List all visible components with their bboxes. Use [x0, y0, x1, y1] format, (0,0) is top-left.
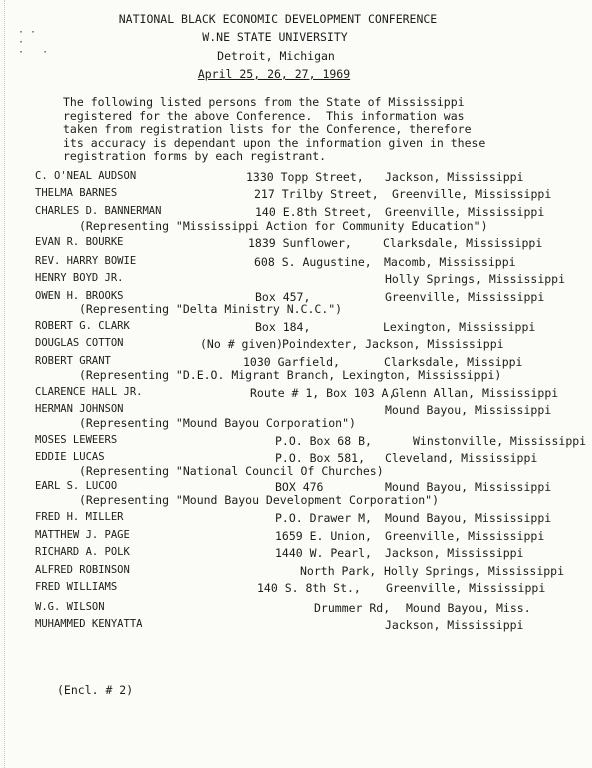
registrant-row	[0, 601, 592, 615]
registrant-row	[0, 320, 592, 334]
registrant-name: HENRY BOYD JR.	[35, 272, 124, 284]
registrant-city: Jackson, Mississippi	[385, 546, 524, 560]
registrant-city: Greenville, Mississippi	[385, 205, 545, 219]
registrant-address: 1330 Topp Street,	[246, 170, 364, 184]
registrant-name: MUHAMMED KENYATTA	[35, 618, 143, 630]
registrant-address: BOX 476	[275, 480, 324, 494]
registrant-city: Mound Bayou, Mississippi	[385, 480, 552, 494]
registrant-row	[0, 386, 592, 400]
registrant-city: Jackson, Mississippi	[385, 618, 524, 632]
registrant-representing: (Representing "Delta Ministry N.C.C.")	[79, 302, 343, 316]
registrant-address: 140 S. 8th St.,	[257, 581, 361, 595]
registrant-address: 608 S. Augustine,	[254, 255, 372, 269]
registrant-name: FRED H. MILLER	[35, 511, 124, 523]
registrant-row	[0, 170, 592, 184]
registrant-name: REV. HARRY BOWIE	[35, 255, 137, 267]
registrant-name: THELMA BARNES	[35, 187, 118, 199]
registrant-address: P.O. Box 581,	[275, 451, 366, 465]
registrant-name: MATTHEW J. PAGE	[35, 529, 130, 541]
registrant-city: Winstonville, Mississippi	[413, 434, 587, 448]
conference-title: NATIONAL BLACK ECONOMIC DEVELOPMENT CONFERENCE	[118, 12, 438, 26]
registrant-row	[0, 480, 592, 494]
registrant-city: Holly Springs, Mississippi	[385, 272, 566, 286]
registrant-address: Box 184,	[255, 320, 311, 334]
conference-location: Detroit, Michigan	[217, 49, 335, 63]
registrant-city: Cleveland, Mississippi	[385, 451, 538, 465]
conference-dates	[0, 67, 570, 81]
registrant-representing: (Representing "Mound Bayou Development Corporation")	[79, 493, 440, 507]
registrant-row	[0, 255, 592, 269]
registrant-name: ALFRED ROBINSON	[35, 564, 130, 576]
registrant-row	[0, 403, 592, 417]
page-specks: · · · · ·	[18, 27, 49, 58]
registrant-row	[0, 272, 592, 286]
registrant-row	[0, 529, 592, 543]
registrant-row	[0, 546, 592, 560]
registrant-address: North Park,	[300, 564, 377, 578]
registrant-city: Mound Bayou, Mississippi	[385, 511, 552, 525]
registrant-address: 1030 Garfield,	[243, 355, 340, 369]
registrant-city: Greenville, Mississippi	[386, 581, 546, 595]
registrant-name: OWEN H. BROOKS	[35, 290, 124, 302]
registrant-name: EDDIE LUCAS	[35, 451, 105, 463]
registrant-representing: (Representing "National Council Of Churches)	[79, 464, 384, 478]
registrant-representing: (Representing "D.E.O. Migrant Branch, Lexington, Mississippi)	[79, 368, 502, 382]
registrant-name: EVAN R. BOURKE	[35, 236, 124, 248]
registrant-address: 1839 Sunflower,	[248, 236, 352, 250]
registrant-city: Clarksdale, Missippi	[384, 355, 523, 369]
registrant-address: 1440 W. Pearl,	[275, 546, 372, 560]
registrant-row	[0, 451, 592, 465]
registrant-city: Greenville, Mississippi	[392, 187, 552, 201]
registrant-name: HERMAN JOHNSON	[35, 403, 124, 415]
registrant-row	[0, 355, 592, 369]
registrant-row	[0, 564, 592, 578]
registrant-name: CHARLES D. BANNERMAN	[35, 205, 162, 217]
registrant-row	[0, 434, 592, 448]
registrant-name: EARL S. LUCOO	[35, 480, 118, 492]
registrant-address: 217 Trilby Street,	[254, 187, 379, 201]
registrant-city: Macomb, Mississippi	[384, 255, 516, 269]
registrant-row	[0, 511, 592, 525]
registrant-name: ROBERT GRANT	[35, 355, 111, 367]
registrant-representing: (Representing "Mound Bayou Corporation")	[79, 416, 356, 430]
registrant-city: Jackson, Mississippi	[385, 170, 524, 184]
page-edge-marks	[4, 0, 6, 768]
registrant-name: DOUGLAS COTTON	[35, 337, 124, 349]
registrant-address: 140 E.8th Street,	[255, 205, 373, 219]
registrant-city: Poindexter, Jackson, Mississippi	[282, 337, 504, 351]
registrant-city: Mound Bayou, Miss.	[406, 601, 531, 615]
registrant-address: Route # 1, Box 103 A,	[250, 386, 396, 400]
registrant-name: CLARENCE HALL JR.	[35, 386, 143, 398]
conference-dates-text: April 25, 26, 27, 1969	[197, 67, 351, 81]
registrant-address: 1659 E. Union,	[275, 529, 372, 543]
registrant-city: Mound Bayou, Mississippi	[385, 403, 552, 417]
registrant-name: RICHARD A. POLK	[35, 546, 130, 558]
registrant-address: Box 457,	[255, 290, 311, 304]
registrant-city: Greenville, Mississippi	[385, 529, 545, 543]
registrant-name: MOSES LEWEERS	[35, 434, 118, 446]
registrant-city: Lexington, Mississippi	[383, 320, 536, 334]
registrant-city: Greenville, Mississippi	[385, 290, 545, 304]
registrant-address: Drummer Rd,	[314, 601, 391, 615]
registrant-row	[0, 581, 592, 595]
registrant-city: Clarksdale, Mississippi	[383, 236, 543, 250]
registrant-address: P.O. Box 68 B,	[275, 434, 372, 448]
registrant-row	[0, 236, 592, 250]
intro-paragraph: The following listed persons from the State of Mississippi registered for the above Conference. This information was taken from registration lists for the Conference, therefore its accuracy is dependant upon the information given in these registration forms by each registrant.	[63, 95, 486, 163]
registrant-city: Holly Springs, Mississippi	[384, 564, 565, 578]
registrant-name: W.G. WILSON	[35, 601, 105, 613]
registrant-address: (No # given)	[200, 337, 284, 351]
enclosure-note: (Encl. # 2)	[57, 683, 134, 697]
registrant-city: Glenn Allan, Mississippi	[392, 386, 559, 400]
registrant-name: FRED WILLIAMS	[35, 581, 118, 593]
registrant-name: C. O'NEAL AUDSON	[35, 170, 137, 182]
registrant-row	[0, 205, 592, 219]
registrant-name: ROBERT G. CLARK	[35, 320, 130, 332]
registrant-row	[0, 618, 592, 632]
registrant-address: P.O. Drawer M,	[275, 511, 372, 525]
university-name: W.NE STATE UNIVERSITY	[202, 30, 348, 44]
registrant-row	[0, 187, 592, 201]
registrant-representing: (Representing "Mississippi Action for Community Education")	[79, 219, 488, 233]
registrant-row	[0, 337, 592, 351]
